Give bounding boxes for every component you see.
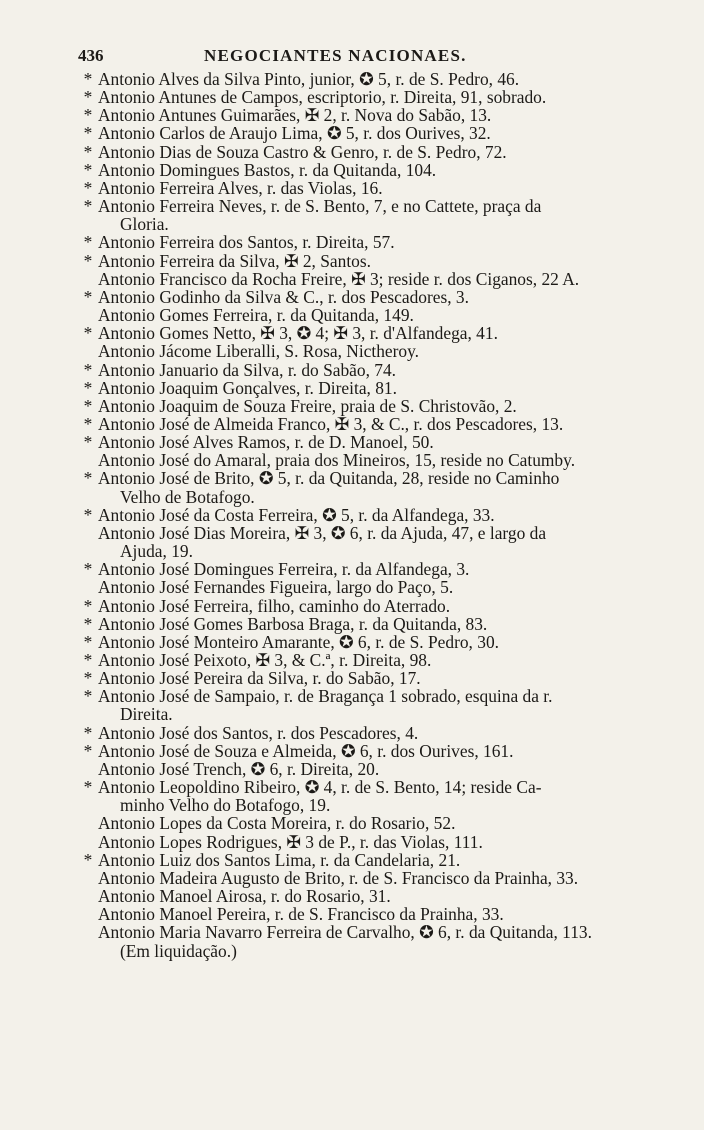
- entry-line: [78, 687, 644, 705]
- entry-text: Antonio José Alves Ramos, r. de D. Manoel, 50.: [98, 432, 434, 453]
- entry-marker: *: [83, 69, 93, 89]
- entry-text: Antonio José Peixoto, ✠ 3, & C.ª, r. Direita, 98.: [98, 650, 432, 670]
- entry-text: Antonio José Pereira da Silva, r. do Sabão, 17.: [98, 668, 421, 689]
- entry-marker: *: [83, 595, 93, 616]
- entry-text: Antonio Ferreira Alves, r. das Violas, 16.: [98, 177, 383, 198]
- entry-line: [78, 88, 644, 106]
- entry-line: [78, 469, 644, 487]
- entry-text: minho Velho do Botafogo, 19.: [120, 795, 331, 816]
- entry-line: [78, 597, 644, 615]
- entry-continuation: [78, 542, 644, 560]
- entry-text: Antonio José de Brito, ✪ 5, r. da Quitanda, 28, reside no Caminho: [98, 468, 560, 489]
- entry-text: Antonio José Trench, ✪ 6, r. Direita, 20.: [98, 758, 380, 779]
- entry-line: [78, 760, 644, 778]
- entry-line: [78, 143, 644, 161]
- entry-line: [78, 306, 644, 324]
- entry-line: [78, 560, 644, 578]
- entry-text: Antonio Maria Navarro Ferreira de Carvalho, ✪ 6, r. da Quitanda, 113.: [98, 922, 592, 943]
- entry-text: Antonio Januario da Silva, r. do Sabão, 74.: [98, 359, 397, 380]
- entry-text: Antonio Manoel Pereira, r. de S. Francisco da Prainha, 33.: [98, 904, 504, 925]
- entry-marker: *: [83, 686, 93, 707]
- entry-line: [78, 342, 644, 360]
- entry-line: [78, 669, 644, 687]
- entry-line: [78, 106, 644, 124]
- entry-marker: *: [83, 395, 93, 416]
- entry-text: Antonio Domingues Bastos, r. da Quitanda, 104.: [98, 159, 437, 180]
- entry-text: Antonio Lopes Rodrigues, ✠ 3 de P., r. das Violas, 111.: [98, 831, 483, 852]
- entry-text: Antonio Joaquim Gonçalves, r. Direita, 81.: [98, 377, 397, 398]
- entry-text: Antonio José Domingues Ferreira, r. da Alfandega, 3.: [98, 559, 470, 580]
- entry-text: Velho de Botafogo.: [120, 486, 255, 507]
- entry-text: Antonio Leopoldino Ribeiro, ✪ 4, r. de S. Bento, 14; reside Ca-: [98, 777, 542, 798]
- entry-line: [78, 379, 644, 397]
- entry-continuation: [78, 796, 644, 814]
- entry-text: Antonio Gomes Ferreira, r. da Quitanda, 149.: [98, 305, 414, 326]
- entry-text: Antonio Dias de Souza Castro & Genro, r. de S. Pedro, 72.: [98, 141, 507, 162]
- entry-line: [78, 778, 644, 796]
- entry-text: Antonio Joaquim de Souza Freire, praia de S. Christovão, 2.: [98, 395, 517, 416]
- entry-marker: *: [83, 286, 93, 307]
- entry-marker: *: [83, 159, 93, 180]
- entry-marker: *: [83, 740, 93, 761]
- entry-line: [78, 124, 644, 142]
- entry-text: Antonio José Dias Moreira, ✠ 3, ✪ 6, r. da Ajuda, 47, e largo da: [98, 522, 547, 543]
- entry-continuation: [78, 488, 644, 506]
- entry-marker: *: [83, 177, 93, 198]
- entry-line: [78, 397, 644, 415]
- entry-line: [78, 615, 644, 633]
- entry-text: Antonio José Monteiro Amarante, ✪ 6, r. de S. Pedro, 30.: [98, 631, 499, 652]
- entry-marker: *: [83, 849, 93, 870]
- entry-text: Antonio Carlos de Araujo Lima, ✪ 5, r. dos Ourives, 32.: [98, 123, 491, 144]
- entry-line: [78, 506, 644, 524]
- page-number: 436: [78, 46, 104, 65]
- entry-line: [78, 161, 644, 179]
- entry-text: Antonio Ferreira dos Santos, r. Direita, 57.: [98, 232, 395, 253]
- entry-text: Direita.: [120, 704, 173, 725]
- entry-line: [78, 887, 644, 905]
- entry-line: [78, 724, 644, 742]
- entry-text: Antonio José de Almeida Franco, ✠ 3, & C., r. dos Pescadores, 13.: [98, 413, 564, 434]
- entry-text: Antonio Antunes Guimarães, ✠ 2, r. Nova do Sabão, 13.: [98, 105, 492, 126]
- entry-line: [78, 833, 644, 851]
- entry-text: Ajuda, 19.: [120, 541, 193, 562]
- entry-text: Antonio José dos Santos, r. dos Pescadores, 4.: [98, 722, 419, 743]
- entry-marker: *: [83, 777, 93, 798]
- entry-continuation: [78, 942, 644, 960]
- entry-continuation: [78, 215, 644, 233]
- entry-line: [78, 814, 644, 832]
- entry-line: [78, 923, 644, 941]
- entry-text: Antonio José Fernandes Figueira, largo do Paço, 5.: [98, 577, 454, 598]
- entry-line: [78, 651, 644, 669]
- entry-marker: *: [83, 413, 93, 434]
- entry-line: [78, 905, 644, 923]
- entry-marker: *: [83, 105, 93, 126]
- entry-line: [78, 524, 644, 542]
- entry-marker: *: [83, 196, 93, 217]
- entry-line: [78, 433, 644, 451]
- entry-marker: *: [83, 359, 93, 380]
- entry-marker: *: [83, 123, 93, 144]
- entry-marker: *: [83, 432, 93, 453]
- entry-line: [78, 270, 644, 288]
- entry-marker: *: [83, 559, 93, 580]
- entry-text: Antonio Godinho da Silva & C., r. dos Pescadores, 3.: [98, 286, 469, 307]
- entry-text: (Em liquidação.): [120, 940, 237, 961]
- entry-text: Antonio José do Amaral, praia dos Mineiros, 15, reside no Catumby.: [98, 450, 576, 471]
- entry-text: Antonio Manoel Airosa, r. do Rosario, 31.: [98, 886, 391, 907]
- entry-text: Antonio Antunes de Campos, escriptorio, r. Direita, 91, sobrado.: [98, 87, 547, 108]
- entry-line: [78, 361, 644, 379]
- entry-marker: *: [83, 504, 93, 525]
- entry-text: Antonio Gomes Netto, ✠ 3, ✪ 4; ✠ 3, r. d'Alfandega, 41.: [98, 323, 498, 344]
- entry-marker: *: [83, 87, 93, 108]
- entry-marker: *: [83, 631, 93, 652]
- entry-line: [78, 70, 644, 88]
- entry-marker: *: [83, 668, 93, 689]
- entry-line: [78, 324, 644, 342]
- entry-text: Antonio José Ferreira, filho, caminho do Aterrado.: [98, 595, 451, 616]
- entry-text: Gloria.: [120, 214, 169, 235]
- entry-marker: *: [83, 613, 93, 634]
- entry-line: [78, 742, 644, 760]
- entry-line: [78, 451, 644, 469]
- entry-text: Antonio Luiz dos Santos Lima, r. da Candelaria, 21.: [98, 849, 461, 870]
- merchant-list: [78, 70, 644, 960]
- entry-text: Antonio Francisco da Rocha Freire, ✠ 3; reside r. dos Ciganos, 22 A.: [98, 268, 580, 289]
- entry-text: Antonio Ferreira Neves, r. de S. Bento, 7, e no Cattete, praça da: [98, 196, 542, 217]
- entry-text: Antonio José de Souza e Almeida, ✪ 6, r. dos Ourives, 161.: [98, 740, 514, 761]
- entry-text: Antonio Lopes da Costa Moreira, r. do Rosario, 52.: [98, 813, 456, 834]
- page-title: NEGOCIANTES NACIONAES.: [204, 46, 467, 65]
- entry-line: [78, 197, 644, 215]
- entry-marker: *: [83, 232, 93, 253]
- entry-marker: *: [83, 323, 93, 344]
- entry-line: [78, 288, 644, 306]
- entry-text: Antonio Alves da Silva Pinto, junior, ✪ 5, r. de S. Pedro, 46.: [98, 69, 520, 89]
- entry-marker: *: [83, 650, 93, 670]
- entry-text: Antonio Jácome Liberalli, S. Rosa, Nictheroy.: [98, 341, 420, 362]
- entry-text: Antonio José da Costa Ferreira, ✪ 5, r. da Alfandega, 33.: [98, 504, 495, 525]
- entry-text: Antonio José Gomes Barbosa Braga, r. da Quitanda, 83.: [98, 613, 488, 634]
- entry-line: [78, 633, 644, 651]
- entry-line: [78, 578, 644, 596]
- entry-continuation: [78, 705, 644, 723]
- entry-marker: *: [83, 722, 93, 743]
- entry-text: Antonio José de Sampaio, r. de Bragança 1 sobrado, esquina da r.: [98, 686, 553, 707]
- entry-text: Antonio Ferreira da Silva, ✠ 2, Santos.: [98, 250, 371, 271]
- entry-text: Antonio Madeira Augusto de Brito, r. de S. Francisco da Prainha, 33.: [98, 867, 579, 888]
- entry-line: [78, 415, 644, 433]
- entry-marker: *: [83, 250, 93, 271]
- page-header: [78, 46, 638, 66]
- entry-line: [78, 252, 644, 270]
- entry-line: [78, 869, 644, 887]
- entry-line: [78, 233, 644, 251]
- entry-marker: *: [83, 141, 93, 162]
- entry-marker: *: [83, 377, 93, 398]
- entry-marker: *: [83, 468, 93, 489]
- entry-line: [78, 851, 644, 869]
- entry-line: [78, 179, 644, 197]
